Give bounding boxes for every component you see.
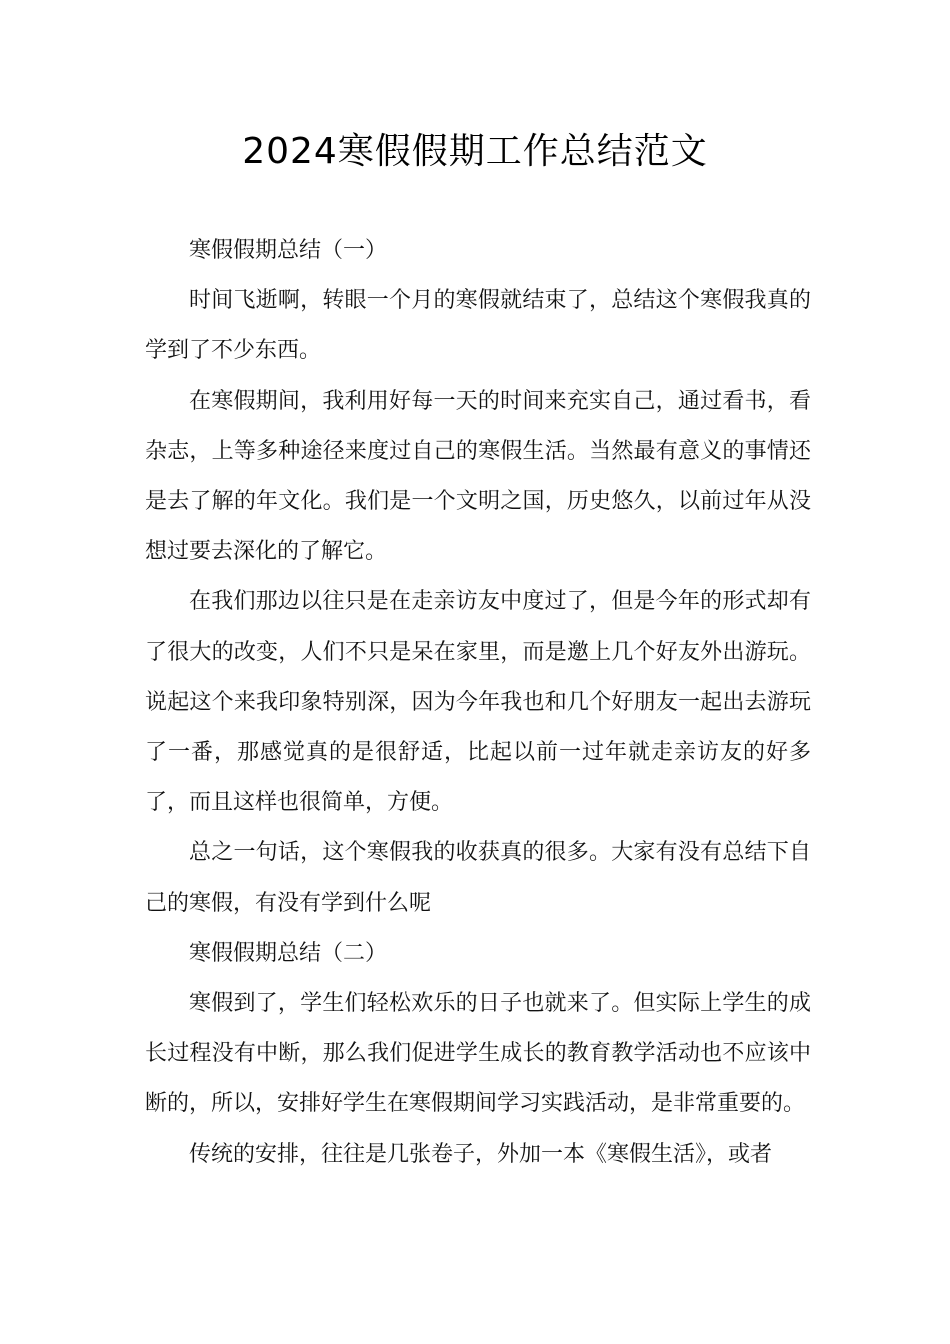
section-heading-1: 寒假假期总结（一） — [189, 238, 388, 263]
paragraph: 在我们那边以往只是在走亲访友中度过了，但是今年的形式却有了很大的改变，人们不只是呆在家里，而是邀上几个好友外出游玩。说起这个来我印象特别深，因为今年我也和几个好朋友一起出去游玩了一番，那感觉真的是很舒适，比起以前一过年就走亲访友的好多了，而且这样也很简单，方便。 — [145, 589, 811, 816]
paragraph: 传统的安排，往往是几张卷子，外加一本《寒假生活》，或者 — [189, 1141, 773, 1167]
document-title: 2024寒假假期工作总结范文 — [242, 131, 708, 172]
paragraph: 总之一句话，这个寒假我的收获真的很多。大家有没有总结下自己的寒假，有没有学到什么呢 — [145, 840, 811, 916]
paragraph: 时间飞逝啊，转眼一个月的寒假就结束了，总结这个寒假我真的学到了不少东西。 — [145, 288, 811, 364]
section-heading-2: 寒假假期总结（二） — [189, 940, 388, 966]
paragraph: 寒假到了，学生们轻松欢乐的日子也就来了。但实际上学生的成长过程没有中断，那么我们促进学生成长的教育教学活动也不应该中断的，所以，安排好学生在寒假期间学习实践活动，是非常重要的。 — [145, 991, 811, 1117]
document-body — [145, 226, 811, 1180]
paragraph: 在寒假期间，我利用好每一天的时间来充实自己，通过看书，看杂志，上等多种途径来度过自己的寒假生活。当然最有意义的事情还是去了解的年文化。我们是一个文明之国，历史悠久，以前过年从没想过要去深化的了解它。 — [145, 388, 811, 565]
